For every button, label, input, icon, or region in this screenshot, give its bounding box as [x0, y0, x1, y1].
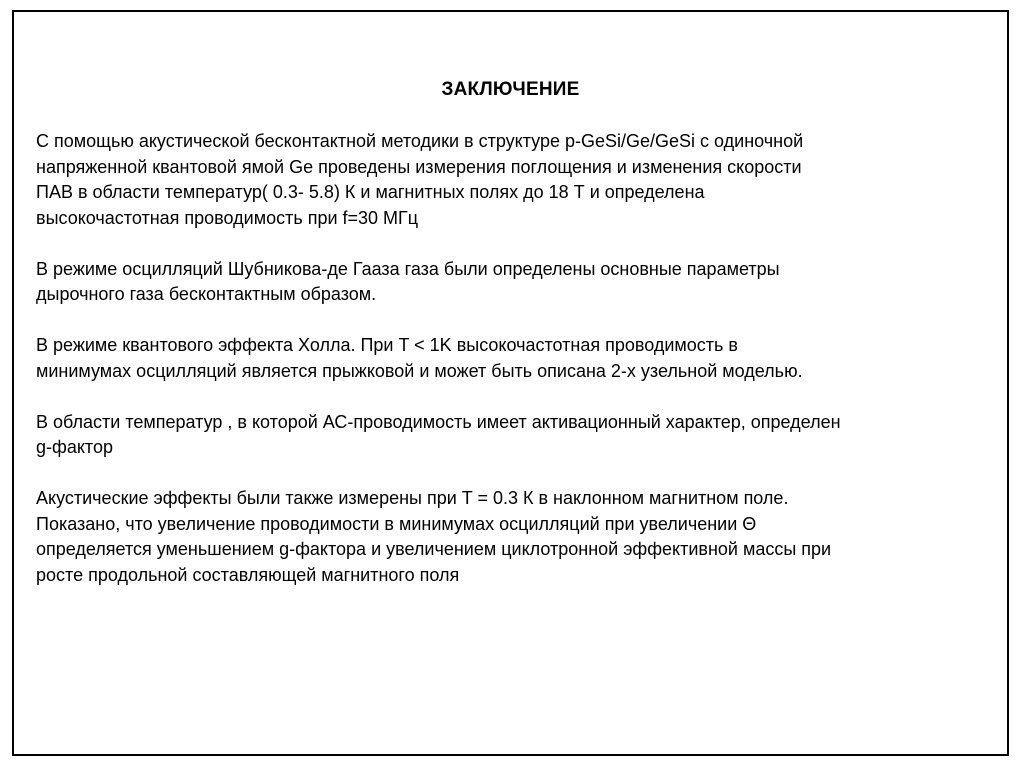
- text-line: минимумах осцилляций является прыжковой и может быть описана 2-х узельной моделью.: [36, 360, 803, 381]
- text-line: Показано, что увеличение проводимости в минимумах осцилляций при увеличении Θ: [36, 513, 757, 534]
- conclusion-body: [36, 129, 1001, 614]
- paragraph-method: [36, 129, 1001, 231]
- text-line: дырочного газа бесконтактным образом.: [36, 284, 377, 304]
- text-line: напряженной квантовой ямой Ge проведены измерения поглощения и изменения скорости: [36, 156, 802, 177]
- paragraph-hall-effect: [36, 333, 1001, 384]
- slide-frame: [12, 10, 1009, 756]
- text-line: высокочастотная проводимость при f=30 МГц: [36, 207, 419, 228]
- text-line: Акустические эффекты были также измерены при T = 0.3 К в наклонном магнитном поле.: [36, 488, 789, 508]
- text-line: g-фактор: [36, 437, 113, 457]
- text-line: В области температур , в которой АС-проводимость имеет активационный характер, определен: [36, 411, 841, 432]
- paragraph-tilted-field: [36, 486, 1001, 588]
- text-line: ПАВ в области температур( 0.3- 5.8) К и магнитных полях до 18 Т и определена: [36, 182, 705, 202]
- paragraph-shubnikov: [36, 257, 1001, 308]
- text-line: определяется уменьшением g-фактора и увеличением циклотронной эффективной массы при: [36, 539, 832, 559]
- text-line: В режиме квантового эффекта Холла. При T < 1K высокочастотная проводимость в: [36, 335, 738, 355]
- text-line: В режиме осцилляций Шубникова-де Гааза газа были определены основные параметры: [36, 258, 780, 279]
- slide-title: ЗАКЛЮЧЕНИЕ: [441, 79, 580, 100]
- paragraph-g-factor: [36, 410, 1001, 461]
- text-line: росте продольной составляющей магнитного поля: [36, 564, 460, 585]
- text-line: С помощью акустической бесконтактной методики в структуре p-GeSi/Ge/GeSi с одиночной: [36, 131, 804, 151]
